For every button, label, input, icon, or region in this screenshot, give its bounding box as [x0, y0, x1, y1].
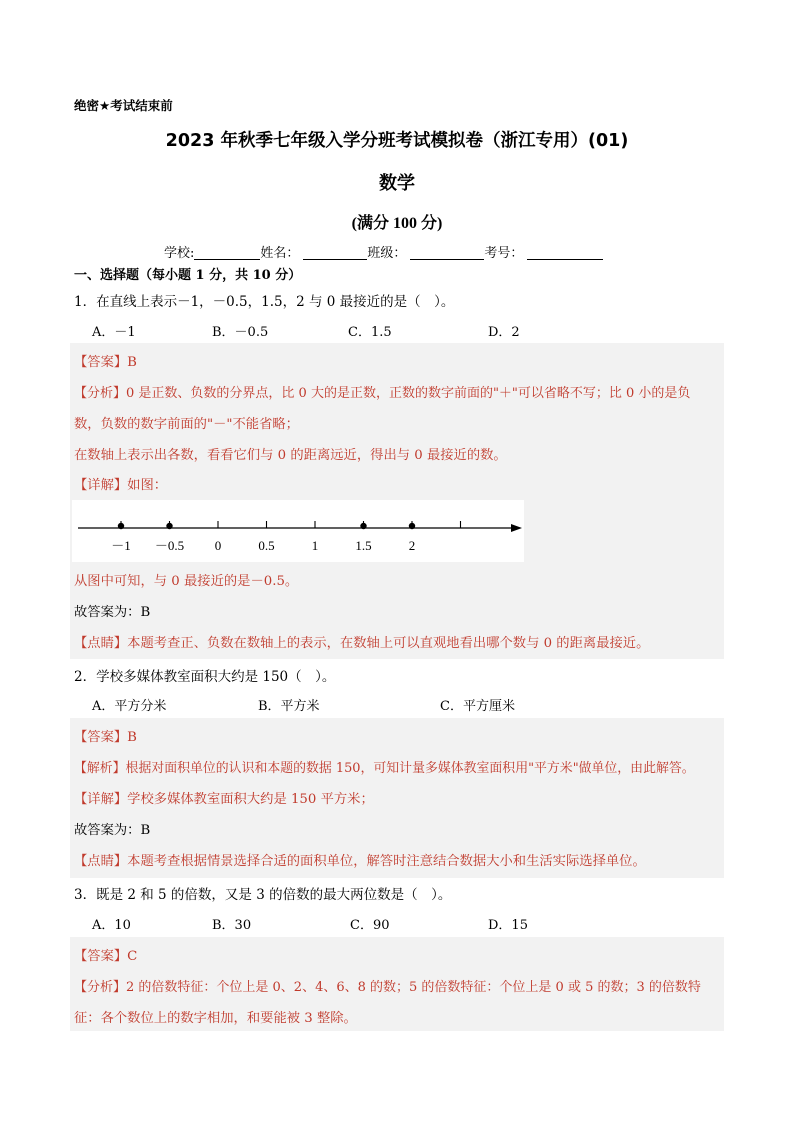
number-line-point: [360, 523, 366, 529]
q1-analysis-line2: 数，负数的数字前面的"－"不能省略；: [74, 417, 299, 432]
subject-title: 数学: [379, 173, 415, 194]
student-info-line: [164, 242, 603, 261]
q3-analysis-line2: 征：各个数位上的数字相加，和要能被 3 整除。: [74, 1011, 357, 1026]
number-blank[interactable]: [527, 245, 603, 260]
number-line-label: 1.5: [355, 538, 372, 553]
q1-point: 【点睛】本题考查正、负数在数轴上的表示，在数轴上可以直观地看出哪个数与 0 的距离最接近。: [74, 636, 650, 651]
q3-option-c: C．90: [350, 918, 390, 933]
question-3-stem: 3．既是 2 和 5 的倍数，又是 3 的倍数的最大两位数是（ ）。: [74, 887, 452, 903]
q1-option-a: A．－1: [92, 325, 136, 340]
number-line-point: [118, 523, 124, 529]
q3-option-a: A．10: [92, 918, 131, 933]
q2-point: 【点睛】本题考查根据情景选择合适的面积单位，解答时注意结合数据大小和生活实际选择单位。: [74, 854, 646, 869]
q1-detail: 【详解】如图：: [74, 478, 168, 493]
number-label: 考号：: [484, 246, 524, 261]
q2-answer: 【答案】B: [74, 730, 137, 745]
section-heading: 一、选择题（每小题 1 分，共 10 分）: [74, 268, 302, 283]
q1-final-answer: 故答案为：B: [74, 605, 151, 620]
number-line-label: 0: [214, 538, 222, 553]
q1-option-c: C．1.5: [348, 325, 392, 340]
class-label: 班级：: [367, 246, 407, 261]
number-line-point: [166, 523, 172, 529]
name-label: 姓名：: [260, 246, 300, 261]
question-1-stem: 1．在直线上表示－1，－0.5，1.5，2 与 0 最接近的是（ ）。: [74, 294, 455, 310]
q1-option-d: D．2: [488, 325, 520, 340]
q2-detail: 【详解】学校多媒体教室面积大约是 150 平方米；: [74, 792, 374, 807]
q2-option-c: C．平方厘米: [440, 699, 515, 714]
confidential-mark: 绝密★考试结束前: [74, 98, 173, 113]
number-line-svg: [72, 500, 524, 562]
q1-answer: 【答案】B: [74, 355, 137, 370]
number-line-label: －0.5: [154, 538, 185, 553]
q1-option-b: B．－0.5: [212, 325, 269, 340]
school-label: 学校:: [164, 246, 195, 261]
exam-title: 2023 年秋季七年级入学分班考试模拟卷（浙江专用）(01): [165, 131, 629, 151]
class-blank[interactable]: [410, 245, 484, 260]
q3-answer: 【答案】C: [74, 949, 138, 964]
number-line-label: 0.5: [258, 538, 275, 553]
question-2-stem: 2．学校多媒体教室面积大约是 150（ ）。: [74, 669, 336, 685]
number-line-arrow: [511, 524, 522, 532]
q1-analysis-line3: 在数轴上表示出各数，看看它们与 0 的距离远近，得出与 0 最接近的数。: [74, 448, 507, 463]
number-line-label: 1: [311, 538, 319, 553]
q2-option-a: A．平方分米: [92, 699, 167, 714]
name-blank[interactable]: [303, 245, 367, 260]
q3-option-d: D．15: [488, 918, 528, 933]
q3-option-b: B．30: [212, 918, 252, 933]
number-line-figure: [72, 500, 524, 562]
q2-analysis: 【解析】根据对面积单位的认识和本题的数据 150，可知计量多媒体教室面积用"平方米"做单位，由此解答。: [74, 761, 695, 776]
q2-final-answer: 故答案为：B: [74, 823, 151, 838]
q2-option-b: B．平方米: [258, 699, 320, 714]
number-line-label: 2: [408, 538, 416, 553]
q3-analysis-line1: 【分析】2 的倍数特征：个位上是 0、2、4、6、8 的数；5 的倍数特征：个位上是 0 或 5 的数；3 的倍数特: [74, 980, 701, 995]
school-blank[interactable]: [194, 245, 260, 260]
q1-conclusion: 从图中可知，与 0 最接近的是－0.5。: [74, 574, 299, 589]
full-score: (满分 100 分): [351, 215, 443, 232]
number-line-point: [409, 523, 415, 529]
q1-analysis-line1: 【分析】0 是正数、负数的分界点，比 0 大的是正数，正数的数字前面的"＋"可以省略不写；比 0 小的是负: [74, 386, 691, 401]
number-line-label: －1: [111, 538, 131, 553]
